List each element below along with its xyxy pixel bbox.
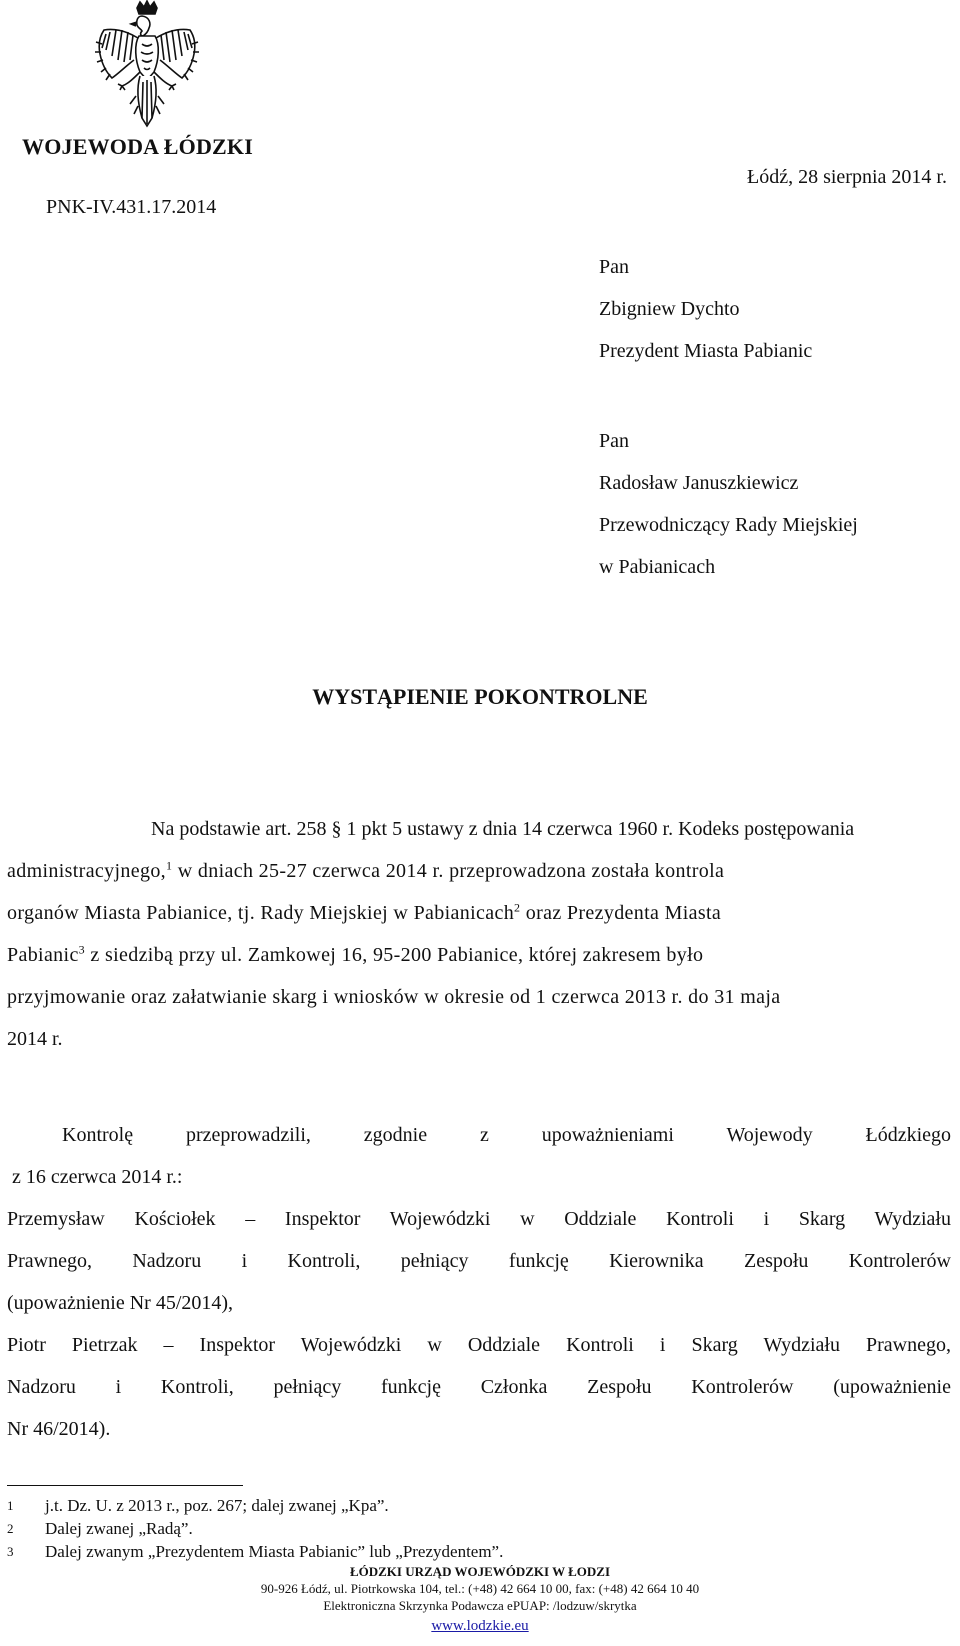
- recipient-line: Prezydent Miasta Pabianic: [599, 340, 813, 362]
- footer-website: [0, 1617, 960, 1635]
- footnote: 1 j.t. Dz. U. z 2013 r., poz. 267; dalej zwanej „Kpa”.: [7, 1496, 389, 1515]
- inspector-line: (upoważnienie Nr 45/2014),: [7, 1292, 234, 1314]
- paragraph-line: 2014 r.: [7, 1028, 63, 1050]
- paragraph-line: Kontrolę przeprowadzili, zgodnie z upoważnieniami Wojewody Łódzkiego: [62, 1124, 951, 1146]
- paragraph-line: administracyjnego,$^1$ w dniach 25-27 czerwca 2014 r. przeprowadzona została kontrola: [7, 858, 725, 882]
- document-title: WYSTĄPIENIE POKONTROLNE: [312, 684, 648, 709]
- recipient-line: w Pabianicach: [599, 556, 716, 578]
- recipient-line: Pan: [599, 256, 629, 278]
- inspector-line: Prawnego, Nadzoru i Kontroli, pełniący funkcję Kierownika Zespołu Kontrolerów: [7, 1250, 951, 1272]
- recipient-block-president: [599, 246, 812, 372]
- footnote-ref: 3: [78, 942, 86, 957]
- reference-number: PNK-IV.431.17.2014: [46, 196, 217, 218]
- footnote-separator: [7, 1485, 243, 1486]
- paragraph-line: z 16 czerwca 2014 r.:: [12, 1166, 183, 1188]
- footnote-ref: 2: [514, 900, 521, 915]
- issuer-title: WOJEWODA ŁÓDZKI: [22, 134, 253, 159]
- recipient-line: Pan: [599, 430, 629, 452]
- eagle-emblem: [92, 0, 202, 132]
- paragraph-line: Na podstawie art. 258 § 1 pkt 5 ustawy z dnia 14 czerwca 1960 r. Kodeks postępowania: [151, 818, 855, 840]
- website-link[interactable]: www.lodzkie.eu: [431, 1618, 529, 1634]
- paragraph-line: organów Miasta Pabianice, tj. Rady Miejskiej w Pabianicach$^2$ oraz Prezydenta Miasta: [7, 900, 722, 924]
- footnote-ref: 1: [166, 858, 173, 873]
- recipient-line: Przewodniczący Rady Miejskiej: [599, 514, 858, 536]
- inspector-line: Piotr Pietrzak – Inspektor Wojewódzki w Oddziale Kontroli i Skarg Wydziału Prawnego,: [7, 1334, 951, 1356]
- paragraph-line: Pabianic$^3$ z siedzibą przy ul. Zamkowej 16, 95-200 Pabianice, której zakresem było: [7, 942, 704, 966]
- recipient-line: Zbigniew Dychto: [599, 298, 740, 320]
- paragraph-legal-basis: [7, 808, 951, 1060]
- footer-epuap: Elektroniczna Skrzynka Podawcza ePUAP: /lodzuw/skrytka: [323, 1598, 637, 1613]
- recipient-block-council-chair: [599, 420, 858, 588]
- date-line: Łódź, 28 sierpnia 2014 r.: [747, 166, 947, 188]
- paragraph-inspectors: [7, 1114, 951, 1450]
- recipient-line: Radosław Januszkiewicz: [599, 472, 799, 494]
- inspector-line: Przemysław Kościołek – Inspektor Wojewódzki w Oddziale Kontroli i Skarg Wydziału: [7, 1208, 951, 1230]
- paragraph-line: przyjmowanie oraz załatwianie skarg i wniosków w okresie od 1 czerwca 2013 r. do 31 maja: [7, 986, 781, 1008]
- footnote: 3 Dalej zwanym „Prezydentem Miasta Pabianic” lub „Prezydentem”.: [7, 1542, 504, 1561]
- inspector-line: Nadzoru i Kontroli, pełniący funkcję Członka Zespołu Kontrolerów (upoważnienie: [7, 1376, 951, 1398]
- footer-office-name: ŁÓDZKI URZĄD WOJEWÓDZKI W ŁODZI: [349, 1564, 611, 1579]
- footnote: 2 Dalej zwanej „Radą”.: [7, 1519, 193, 1538]
- inspector-line: Nr 46/2014).: [7, 1418, 111, 1440]
- footer-address: 90-926 Łódź, ul. Piotrkowska 104, tel.: (+48) 42 664 10 00, fax: (+48) 42 664 10 40: [260, 1581, 700, 1596]
